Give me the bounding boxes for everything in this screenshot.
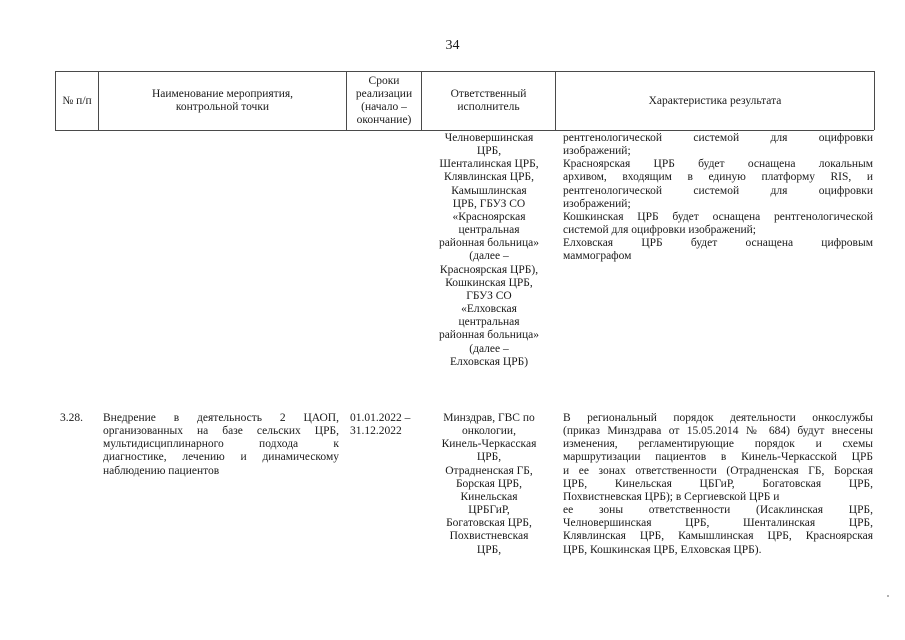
header-result: Характеристика результата: [648, 94, 782, 107]
row-name: Внедрение в деятельность 2 ЦАОП, организованных на базе сельских ЦРБ, мультидисциплинарного подхода к диагностике, лечению и динамическому наблюдению пациентов: [103, 412, 339, 477]
row-result: В региональный порядок деятельности онкослужбы (приказ Минздрава от 15.05.2014 № 684) будут внесены изменения, регламентирующие порядок и схемы маршрутизации пациентов в Кинель-Черкасской ЦРБ и ее зонах ответственности (Отрадненская ГБ, Борская ЦРБ, Кинельская ЦБГиР, Богатовская ЦРБ, Похвистневская ЦРБ); в Сергиевской ЦРБ и ее зоны ответственности (Исаклинская ЦРБ, Челновершинская ЦРБ, Шенталинская ЦРБ, Клявлинская ЦРБ, Камышлинская ЦРБ, Красноярская ЦРБ, Кошкинская ЦРБ, Елховская ЦРБ).: [563, 412, 873, 556]
continuation-result: рентгенологической системой для оцифровки изображений; Красноярская ЦРБ будет оснащена локальным архивом, входящим в единую платформу RIS, и рентгенологической системой для оцифровки изображений; Кошкинская ЦРБ будет оснащена рентгенологической системой для оцифровки изображений; Елховская ЦРБ будет оснащена цифровым маммографом: [563, 132, 873, 263]
row-responsible: Минздрав, ГВС по онкологии, Кинель-Черкасская ЦРБ, Отрадненская ГБ, Борская ЦРБ, Кинельская ЦРБГиР, Богатовская ЦРБ, Похвистневская ЦРБ,: [441, 412, 537, 556]
header-name: Наименование мероприятия, контрольной точки: [151, 88, 294, 113]
scan-speck: [887, 595, 889, 597]
row-term: 01.01.2022 – 31.12.2022: [350, 412, 411, 438]
page-number: 34: [445, 38, 460, 53]
header-num: № п/п: [62, 94, 92, 107]
continuation-responsible: Челновершинская ЦРБ, Шенталинская ЦРБ, Клявлинская ЦРБ, Камышлинская ЦРБ, ГБУЗ СО «Красноярская центральная районная больница» (далее – Красноярская ЦРБ), Кошкинская ЦРБ, ГБУЗ СО «Елховская центральная районная больница» (далее – Елховская ЦРБ): [438, 132, 540, 368]
header-term: Сроки реализации (начало – окончание): [355, 75, 413, 126]
row-number: 3.28.: [60, 412, 83, 424]
header-responsible: Ответственный исполнитель: [450, 88, 527, 113]
